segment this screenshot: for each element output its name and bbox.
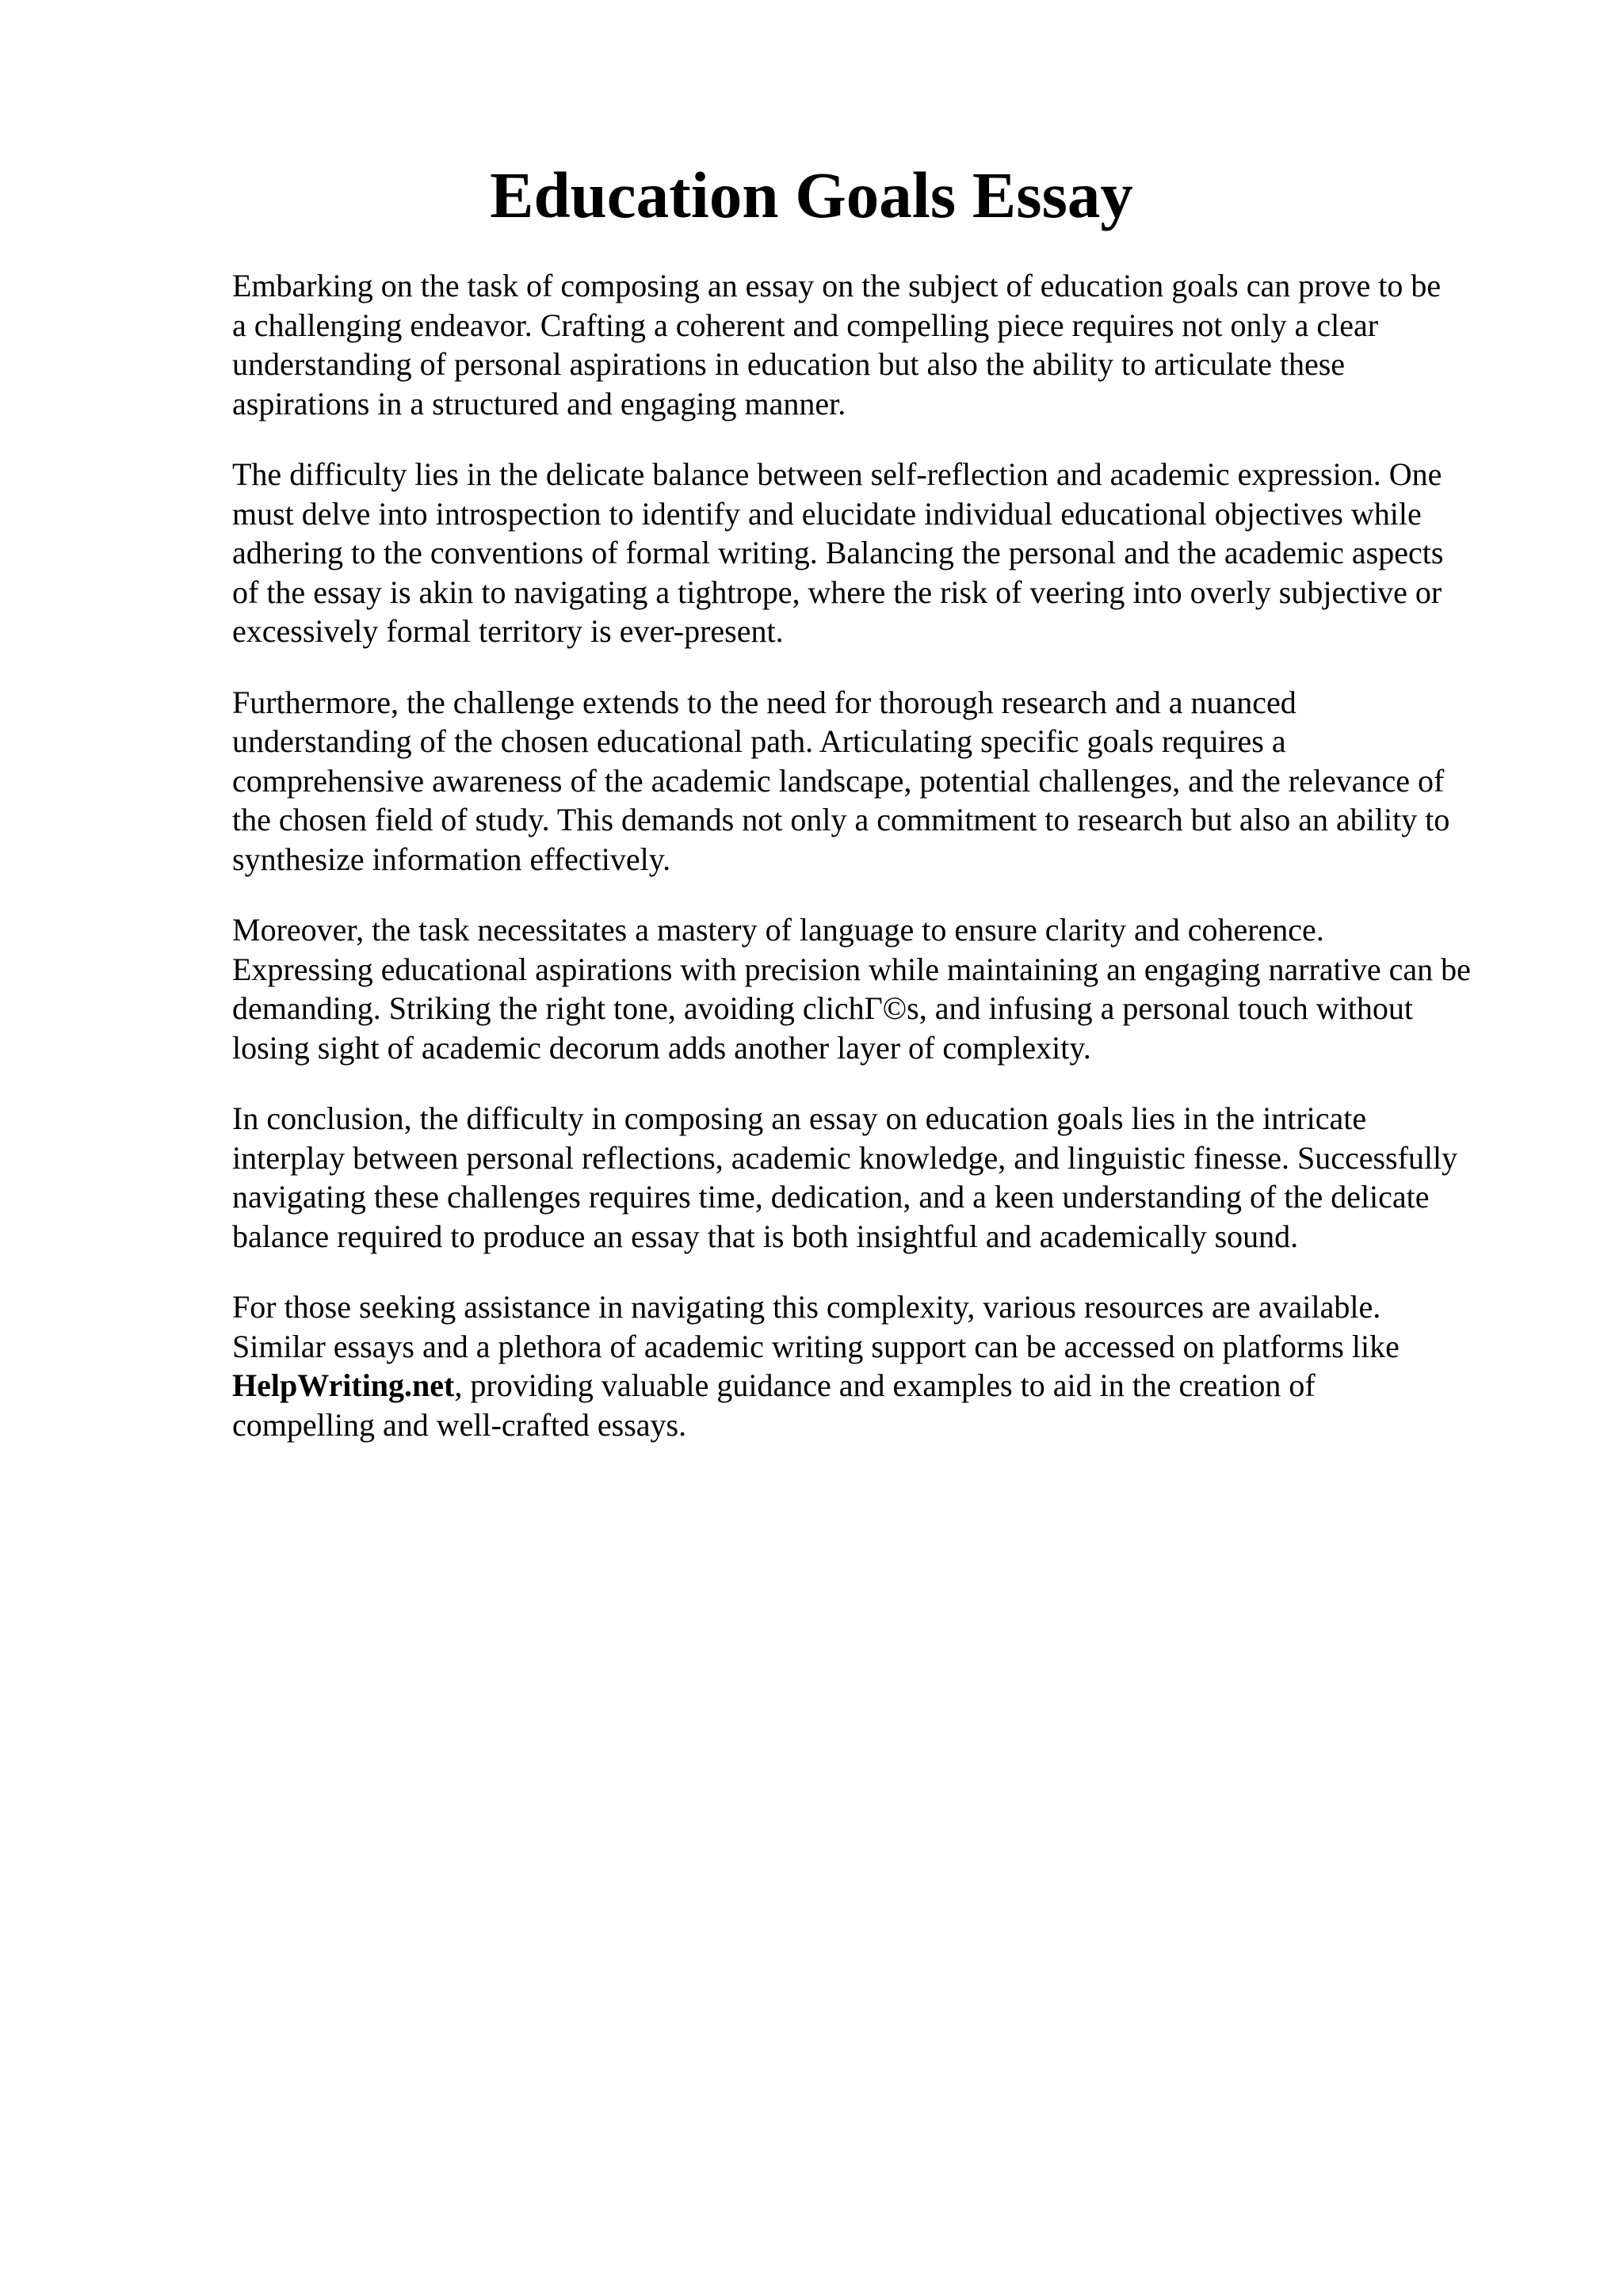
text-line: the chosen field of study. This demands not only a commitment to research but also an ability to: [232, 802, 1450, 837]
paragraph: [232, 266, 1516, 423]
text-line: Similar essays and a plethora of academic writing support can be accessed on platforms like: [232, 1328, 1400, 1364]
text-line: demanding. Striking the right tone, avoiding clichГ©s, and infusing a personal touch without: [232, 990, 1413, 1026]
text-line: understanding of personal aspirations in education but also the ability to articulate these: [232, 346, 1346, 382]
text-line: In conclusion, the difficulty in composing an essay on education goals lies in the intricate: [232, 1100, 1367, 1136]
document-body: [232, 266, 1516, 1476]
text-line: a challenging endeavor. Crafting a coherent and compelling piece requires not only a clear: [232, 307, 1379, 343]
text-line: Furthermore, the challenge extends to the need for thorough research and a nuanced: [232, 684, 1296, 720]
paragraph: [232, 910, 1516, 1067]
paragraph: [232, 455, 1516, 651]
text-line: interplay between personal reflections, academic knowledge, and linguistic finesse. Successfully: [232, 1139, 1458, 1176]
text-line: Embarking on the task of composing an essay on the subject of education goals can prove to be: [232, 268, 1442, 303]
text-line: [232, 1366, 1516, 1405]
text-line: Moreover, the task necessitates a mastery of language to ensure clarity and coherence.: [232, 912, 1324, 948]
brand-name: HelpWriting.net: [232, 1367, 455, 1403]
text-line: Expressing educational aspirations with precision while maintaining an engaging narrative can be: [232, 951, 1471, 987]
paragraph: [232, 683, 1516, 879]
text-line: understanding of the chosen educational path. Articulating specific goals requires a: [232, 723, 1286, 759]
text-line: losing sight of academic decorum adds another layer of complexity.: [232, 1029, 1091, 1066]
text-line: balance required to produce an essay that is both insightful and academically sound.: [232, 1218, 1299, 1254]
text-line: must delve into introspection to identify and elucidate individual educational objectives while: [232, 495, 1422, 532]
text-line: aspirations in a structured and engaging manner.: [232, 385, 846, 421]
text-line: adhering to the conventions of formal writing. Balancing the personal and the academic aspects: [232, 535, 1444, 570]
text-line: comprehensive awareness of the academic landscape, potential challenges, and the relevance of: [232, 762, 1445, 799]
text-line: The difficulty lies in the delicate balance between self-reflection and academic expression. One: [232, 456, 1442, 492]
text-line: navigating these challenges requires time, dedication, and a keen understanding of the delicate: [232, 1179, 1430, 1215]
text-line: compelling and well-crafted essays.: [232, 1406, 687, 1443]
text-line: synthesize information effectively.: [232, 841, 671, 877]
text-line: For those seeking assistance in navigating this complexity, various resources are available.: [232, 1289, 1381, 1325]
text-line: of the essay is akin to navigating a tightrope, where the risk of veering into overly subjective or: [232, 574, 1442, 610]
document-title: Education Goals Essay: [490, 158, 1133, 231]
paragraph: [232, 1099, 1516, 1256]
text-line: excessively formal territory is ever-present.: [232, 613, 784, 649]
text-fragment: , providing valuable guidance and examples to aid in the creation of: [454, 1367, 1316, 1403]
closing-paragraph: [232, 1287, 1516, 1444]
